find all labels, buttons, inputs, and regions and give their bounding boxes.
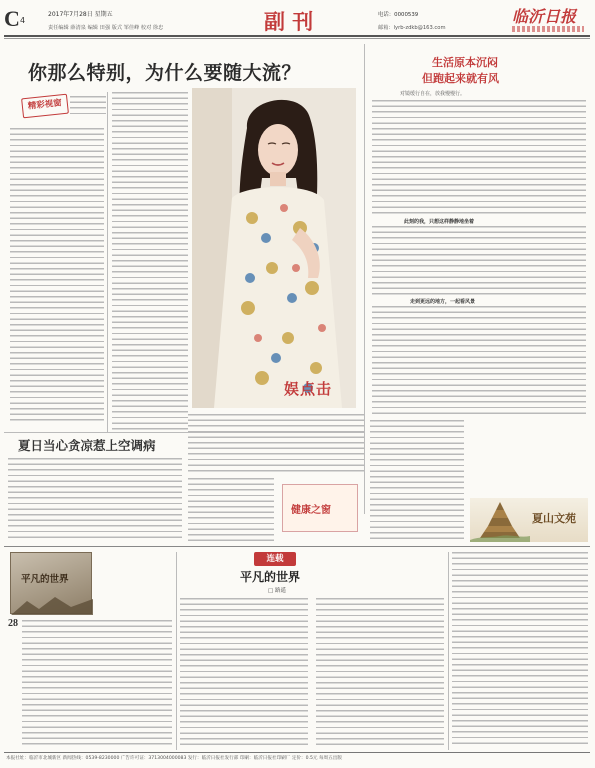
editors-line: 责任编辑 薛清泉 编辑 田强 版式 邹佳峰 校对 徐忠 [48,25,164,31]
footer-rule [4,752,590,753]
serial-title: 平凡的世界 [240,570,301,584]
book-cover-title: 平凡的世界 [21,574,69,585]
serial-divider-1 [176,552,177,750]
phone-line: 电话：0000539 [378,12,419,18]
serial-col-4 [452,552,588,748]
serial-tag-text: 连载 [266,554,284,564]
left-article-text [10,128,104,424]
health-article-text-3 [370,420,464,542]
right-subhead-1: 此刻的我，只想这样静静地坐着 [404,219,475,225]
center-article-text [112,92,188,432]
right-article-text-3 [372,306,586,416]
right-article-text-1 [372,100,586,216]
footer-line: 本报社址：临沂市北城新区 新闻热线：0539-8230000 广告许可证：3713004000083 发行：临沂日报社发行部 印刷：临沂日报社印刷厂 定价：0.5元 每周五出版 [6,756,342,761]
serial-author: □ 路遥 [268,588,286,594]
masthead [0,0,595,40]
right-article-text-2 [372,226,586,296]
woman-portrait-illustration [192,88,356,408]
logo-underline [512,26,584,32]
seal-badge [21,94,69,119]
deck-line-1: 生活原本沉闷 [432,56,498,69]
health-article-text [188,414,364,472]
masthead-rule [4,35,590,37]
feature-photo [192,88,356,408]
right-divider [364,44,365,514]
culture-banner-text: 夏山文苑 [532,512,576,525]
seal-lines [70,96,106,118]
date-line: 2017年7月28日 星期五 [48,11,113,18]
section-title: 副 刊 [264,9,314,34]
seal-text: 精彩视窗 [27,98,63,112]
serial-col-2 [180,598,308,748]
summer-article-text [8,458,182,542]
episode-number: 28 [8,618,18,629]
serial-tag [254,552,296,566]
summer-article-heading: 夏日当心贪凉惹上空调病 [18,438,156,453]
serial-col-1 [22,620,172,748]
page-number: 4 [20,16,26,25]
culture-banner [470,498,588,542]
serial-divider-2 [448,552,449,750]
pagoda-icon [470,498,530,542]
serial-col-3 [316,598,444,748]
newspaper-logo: 临沂日报 [512,7,577,26]
health-stamp-box [282,484,358,532]
health-article-text-2 [188,478,274,542]
headline: 你那么特别，为什么要随大流？ [28,62,302,84]
right-subhead-2: 走到更远的地方，一起看风景 [410,299,476,305]
stamp-label: 娱点击 [284,380,333,398]
masthead-rule-thin [4,38,590,39]
mountain-illustration [11,593,93,615]
intro-line: 对镜缓行自在，放我慢慢行。 [400,91,466,97]
book-cover [10,552,92,614]
page-letter: C [4,6,20,31]
deck-line-2: 但跑起来就有风 [422,72,499,85]
divider [107,92,108,432]
health-stamp-text: 健康之窗 [291,505,331,516]
serial-rule [4,546,590,547]
email-line: 邮箱：lyrb-zdkb@163.com [378,25,446,31]
